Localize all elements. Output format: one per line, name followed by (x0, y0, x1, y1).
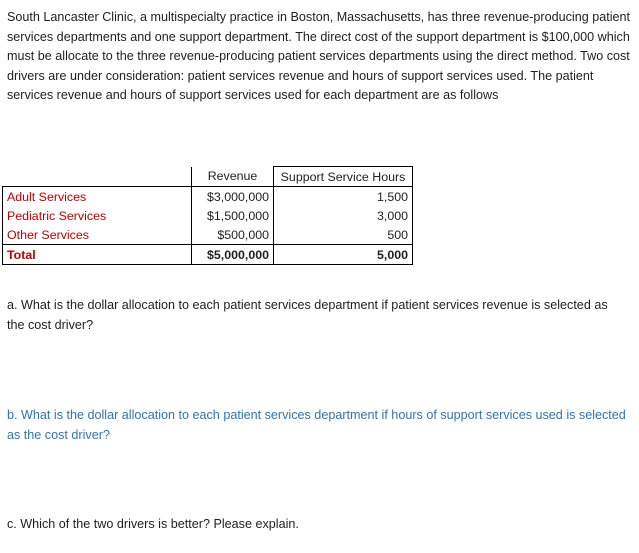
question-c: c. Which of the two drivers is better? Please explain. (7, 517, 299, 531)
support-hours-value: 3,000 (274, 206, 413, 225)
problem-intro-paragraph: South Lancaster Clinic, a multispecialty practice in Boston, Massachusetts, has three revenue-producing patient services departments and one support department. The direct cost of the support department is $100,000 which must be allocate to the three revenue-producing patient services departments using the direct method. Two cost drivers are under consideration: patient services revenue and hours of support services used. The patient services revenue and hours of support services used for each department are as follows (7, 10, 631, 103)
total-support-hours-value: 5,000 (274, 245, 413, 265)
question-b: b. What is the dollar allocation to each patient services department if hours of support services used is selected as the cost driver? (7, 408, 626, 442)
table-row (3, 187, 413, 207)
table-total-row (3, 245, 413, 265)
table-row (3, 225, 413, 245)
revenue-value: $3,000,000 (192, 187, 274, 207)
department-column-header (3, 167, 192, 187)
cost-driver-table (2, 166, 413, 265)
total-label: Total (3, 245, 192, 265)
support-hours-column-header: Support Service Hours (274, 167, 413, 187)
department-name: Other Services (3, 225, 192, 245)
table-row (3, 206, 413, 225)
revenue-value: $500,000 (192, 225, 274, 245)
question-a: a. What is the dollar allocation to each patient services department if patient services revenue is selected as the cost driver? (7, 298, 608, 332)
support-hours-value: 1,500 (274, 187, 413, 207)
department-name: Adult Services (3, 187, 192, 207)
total-revenue-value: $5,000,000 (192, 245, 274, 265)
department-name: Pediatric Services (3, 206, 192, 225)
table-header-row (3, 167, 413, 187)
support-hours-value: 500 (274, 225, 413, 245)
revenue-value: $1,500,000 (192, 206, 274, 225)
revenue-column-header: Revenue (192, 167, 274, 187)
